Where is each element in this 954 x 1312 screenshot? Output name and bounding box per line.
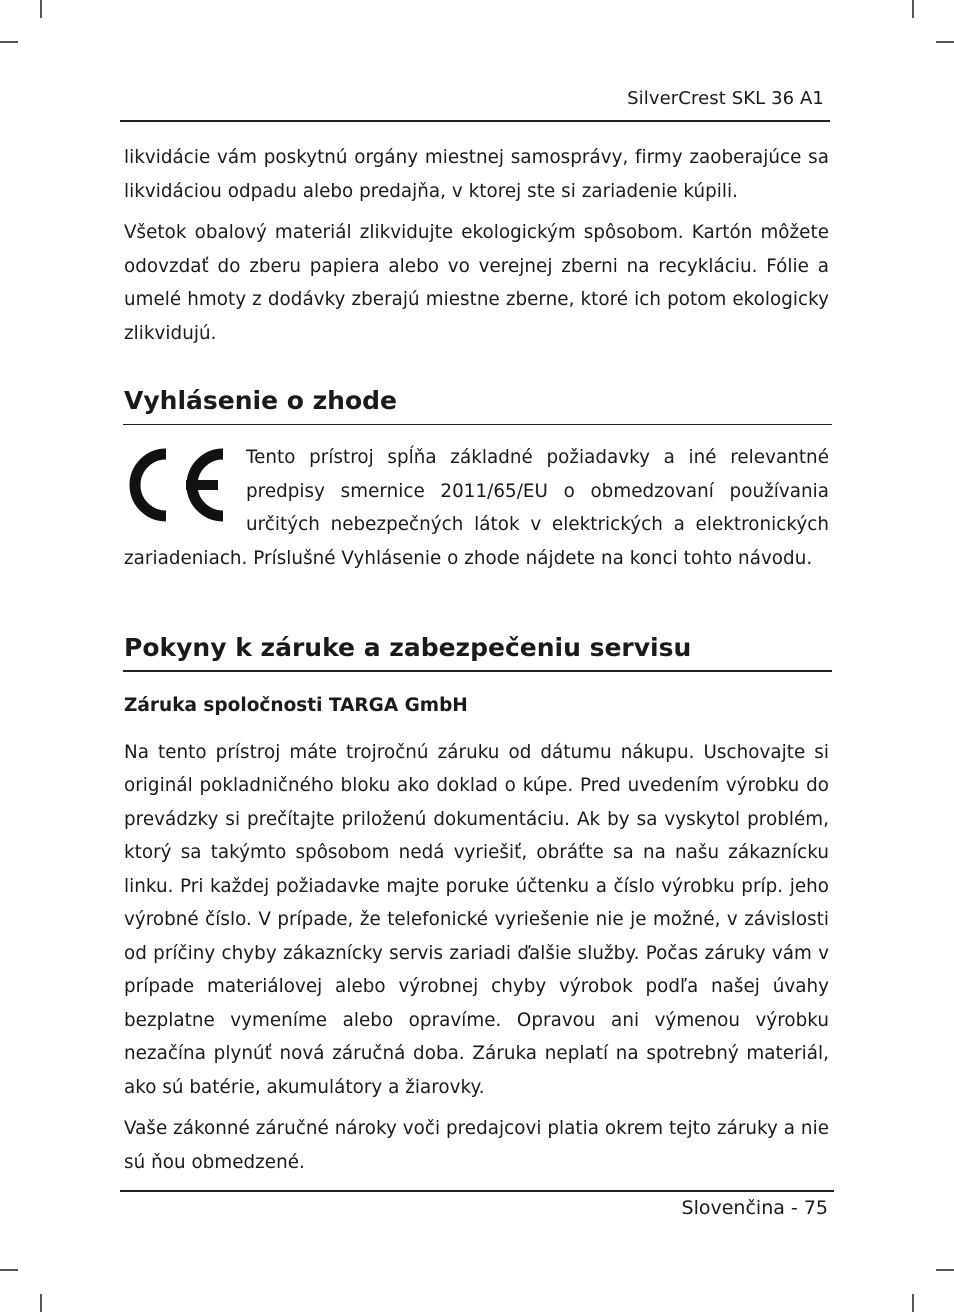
warranty-heading: Pokyny k záruke a zabezpečeniu servisu [124, 633, 692, 663]
page-footer-label: Slovenčina - 75 [681, 1197, 828, 1219]
conformity-heading: Vyhlásenie o zhode [124, 386, 397, 415]
crop-mark-bottom-right-h [936, 1269, 954, 1271]
header-rule [120, 120, 830, 122]
page-content [124, 141, 829, 1187]
crop-mark-top-left [40, 0, 42, 18]
crop-mark-top-left-h [0, 41, 18, 43]
crop-mark-bottom-left [40, 1294, 42, 1312]
conformity-text: Tento prístroj spĺňa základné požiadavky a iné relevantné predpisy smernice 2011/65/EU o obmedzovaní používania určitých nebezpečných látok v elektrických a elektronických zariadeniach. Príslušné Vyhlásenie o zhode nájdete na konci tohto návodu. [124, 447, 829, 569]
intro-paragraph-1: likvidácie vám poskytnú orgány miestnej samosprávy, firmy zaoberajúce sa likvidáciou odpadu alebo predajňa, v ktorej ste si zariadenie kúpili. [124, 147, 829, 202]
crop-mark-bottom-left-h [0, 1269, 18, 1271]
ce-mark-icon [124, 447, 228, 523]
crop-mark-top-right [912, 0, 914, 18]
warranty-subheading: Záruka spoločnosti TARGA GmbH [124, 694, 468, 716]
intro-paragraph-2: Všetok obalový materiál zlikvidujte ekologickým spôsobom. Kartón môžete odovzdať do zberu papiera alebo vo verejnej zberni na recykláciu. Fólie a umelé hmoty z dodávky zberajú miestne zberne, ktoré ich potom ekologicky zlikvidujú. [124, 222, 829, 344]
warranty-paragraph-2: Vaše zákonné záručné nároky voči predajcovi platia okrem tejto záruky a nie sú ňou obmedzené. [124, 1118, 829, 1173]
page-header-title: SilverCrest SKL 36 A1 [627, 88, 824, 109]
footer-rule [120, 1190, 834, 1192]
conformity-block [124, 441, 829, 575]
crop-mark-bottom-right [912, 1294, 914, 1312]
crop-mark-top-right-h [936, 41, 954, 43]
warranty-paragraph-1: Na tento prístroj máte trojročnú záruku od dátumu nákupu. Uschovajte si originál pokladničného bloku ako doklad o kúpe. Pred uvedením výrobku do prevádzky si prečítajte priloženú dokumentáciu. Ak by sa vyskytol problém, ktorý sa takýmto spôsobom nedá vyriešiť, obráťte sa na našu zákaznícku linku. Pri každej požiadavke majte poruke účtenku a číslo výrobku príp. jeho výrobné číslo. V prípade, že telefonické vyriešenie nie je možné, v závislosti od príčiny chyby zákaznícky servis zariadi ďalšie služby. Počas záruky vám v prípade materiálovej alebo výrobnej chyby výrobok podľa našej úvahy bezplatne vymeníme alebo opravíme. Opravou ani výmenou výrobku nezačína plynúť nová záručná doba. Záruka neplatí na spotrebný materiál, ako sú batérie, akumulátory a žiarovky. [124, 741, 829, 1098]
